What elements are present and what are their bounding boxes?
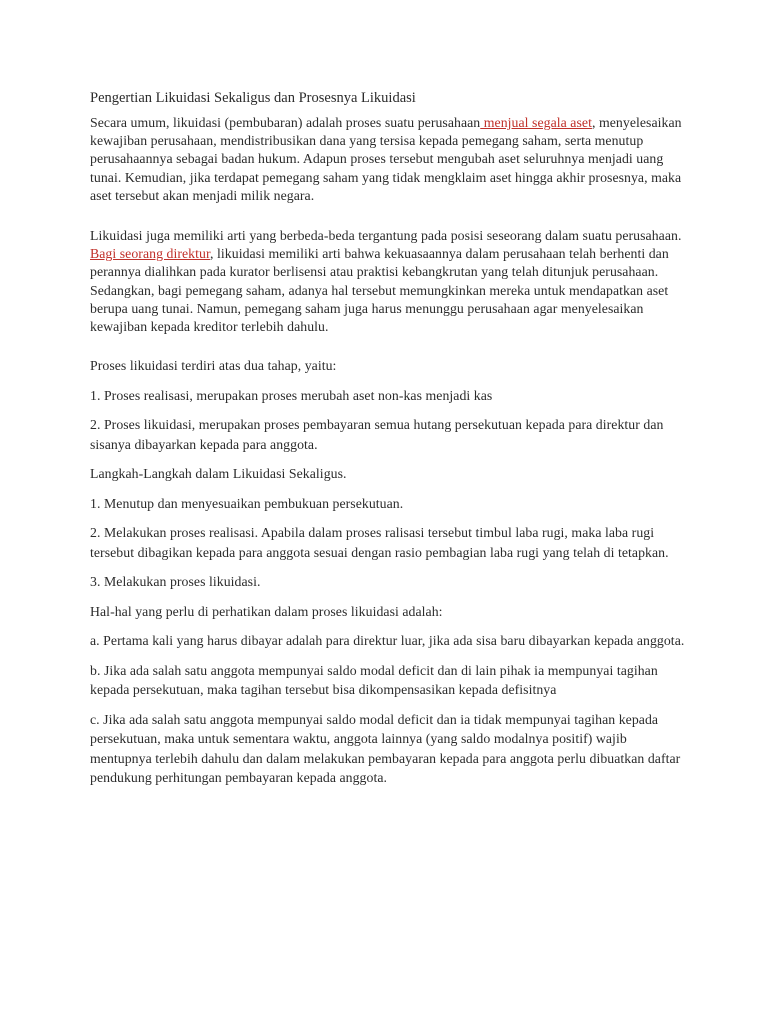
paragraph-meaning-text-end: , likuidasi memiliki arti bahwa kekuasaannya dalam perusahaan telah berhenti dan perannya dialihkan pada kurator berlisensi atau praktisi kebangkrutan yang telah ditunjuk perusahaan. Sedangkan, bagi pemegang saham, adanya hal tersebut memungkinkan mereka untuk mendapatkan aset berupa uang tunai. Namun, pemegang saham juga harus menunggu perusahaan agar menyelesaikan kewajiban kepada kreditor terlebih dahulu. (90, 246, 669, 335)
paragraph-definition-text-end: , menyelesaikan kewajiban perusahaan, mendistribusikan dana yang tersisa kepada pemegang saham, serta menutup perusahaannya sebagai badan hukum. Adapun proses tersebut mengubah aset seluruhnya menjadi uang tunai. Kemudian, jika terdapat pemegang saham yang tidak mengklaim aset hingga akhir prosesnya, maka aset tersebut akan menjadi milik negara. (90, 115, 682, 203)
hal-item-c: c. Jika ada salah satu anggota mempunyai saldo modal deficit dan ia tidak mempunyai tagihan kepada persekutuan, maka untuk sementara waktu, anggota lainnya (yang saldo modalnya positif) wajib mentupnya terlebih dahulu dan dalam melakukan pembayaran kepada para anggota perlu dibuatkan daftar pendukung perhitungan pembayaran kepada anggota. (90, 711, 681, 786)
langkah-item-3: 3. Melakukan proses likuidasi. (90, 574, 261, 590)
langkah-heading: Langkah-Langkah dalam Likuidasi Sekaligus. (90, 466, 347, 482)
langkah-item-2: 2. Melakukan proses realisasi. Apabila dalam proses ralisasi tersebut timbul laba rugi, maka laba rugi tersebut dibagikan kepada para anggota sesuai dengan rasio pembagian laba rugi yang telah di tetapkan. (90, 525, 669, 560)
paragraph-definition (90, 114, 690, 205)
paragraph-meaning (90, 227, 690, 336)
hal-item-a: a. Pertama kali yang harus dibayar adalah para direktur luar, jika ada sisa baru dibayarkan kepada anggota. (90, 633, 685, 649)
hal-heading: Hal-hal yang perlu di perhatikan dalam proses likuidasi adalah: (90, 603, 443, 619)
paragraph-meaning-text-start: Likuidasi juga memiliki arti yang berbeda-beda tergantung pada posisi seseorang dalam suatu perusahaan. (90, 228, 682, 244)
langkah-item-1: 1. Menutup dan menyesuaikan pembukuan persekutuan. (90, 495, 404, 511)
proses-item-2: 2. Proses likuidasi, merupakan proses pembayaran semua hutang persekutuan kepada para direktur dan sisanya dibayarkan kepada para anggota. (90, 417, 664, 452)
link-menjual-segala-aset[interactable]: menjual segala aset (480, 115, 592, 130)
paragraph-definition-text-start: Secara umum, likuidasi (pembubaran) adalah proses suatu perusahaan (90, 115, 481, 130)
document-title: Pengertian Likuidasi Sekaligus dan Prosesnya Likuidasi (90, 90, 416, 106)
hal-item-b: b. Jika ada salah satu anggota mempunyai saldo modal deficit dan di lain pihak ia mempunyai tagihan kepada persekutuan, maka tagihan tersebut bisa dikompensasikan kepada defisitnya (90, 662, 658, 698)
proses-intro: Proses likuidasi terdiri atas dua tahap, yaitu: (90, 358, 337, 374)
link-bagi-seorang-direktur[interactable]: Bagi seorang direktur (90, 246, 211, 262)
document-page (90, 88, 690, 798)
proses-item-1: 1. Proses realisasi, merupakan proses merubah aset non-kas menjadi kas (90, 387, 493, 403)
